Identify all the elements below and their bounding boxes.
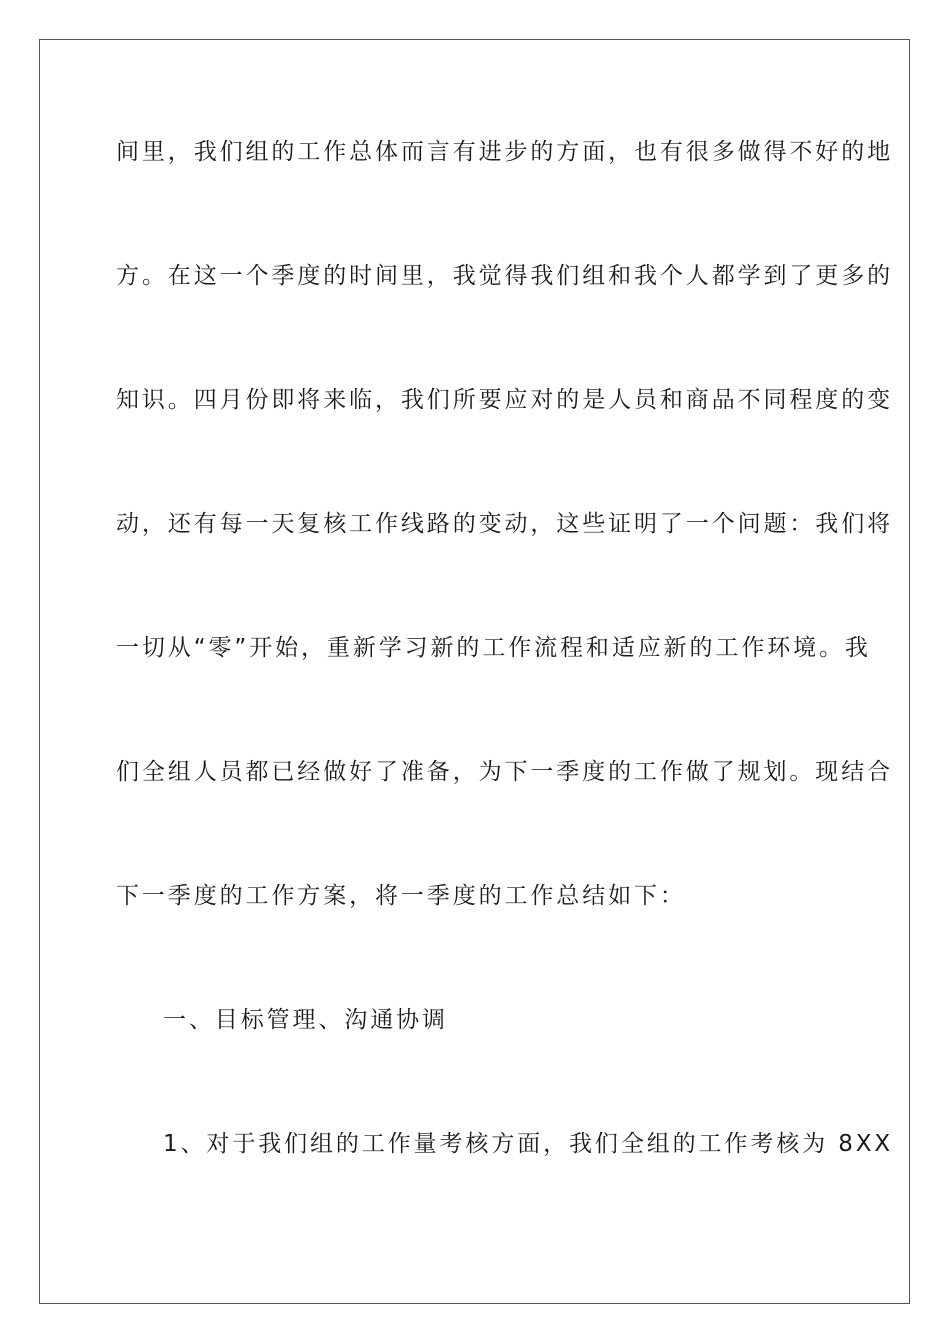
body-text-line: 们全组人员都已经做好了准备，为下一季度的工作做了规划。现结合 <box>116 759 893 785</box>
page-border <box>39 39 910 1304</box>
body-text-line: 一切从“零”开始，重新学习新的工作流程和适应新的工作环境。我 <box>116 635 871 661</box>
body-text-line: 动，还有每一天复核工作线路的变动，这些证明了一个问题：我们将 <box>116 511 893 537</box>
body-text-line: 下一季度的工作方案，将一季度的工作总结如下： <box>116 883 686 909</box>
numbered-paragraph: 1、对于我们组的工作量考核方面，我们全组的工作考核为 8XX <box>163 1131 894 1157</box>
body-text-line: 方。在这一个季度的时间里，我觉得我们组和我个人都学到了更多的 <box>116 263 893 289</box>
section-heading: 一、目标管理、沟通协调 <box>163 1007 448 1033</box>
body-text-line: 间里，我们组的工作总体而言有进步的方面，也有很多做得不好的地 <box>116 139 893 165</box>
body-text-line: 知识。四月份即将来临，我们所要应对的是人员和商品不同程度的变 <box>116 387 893 413</box>
